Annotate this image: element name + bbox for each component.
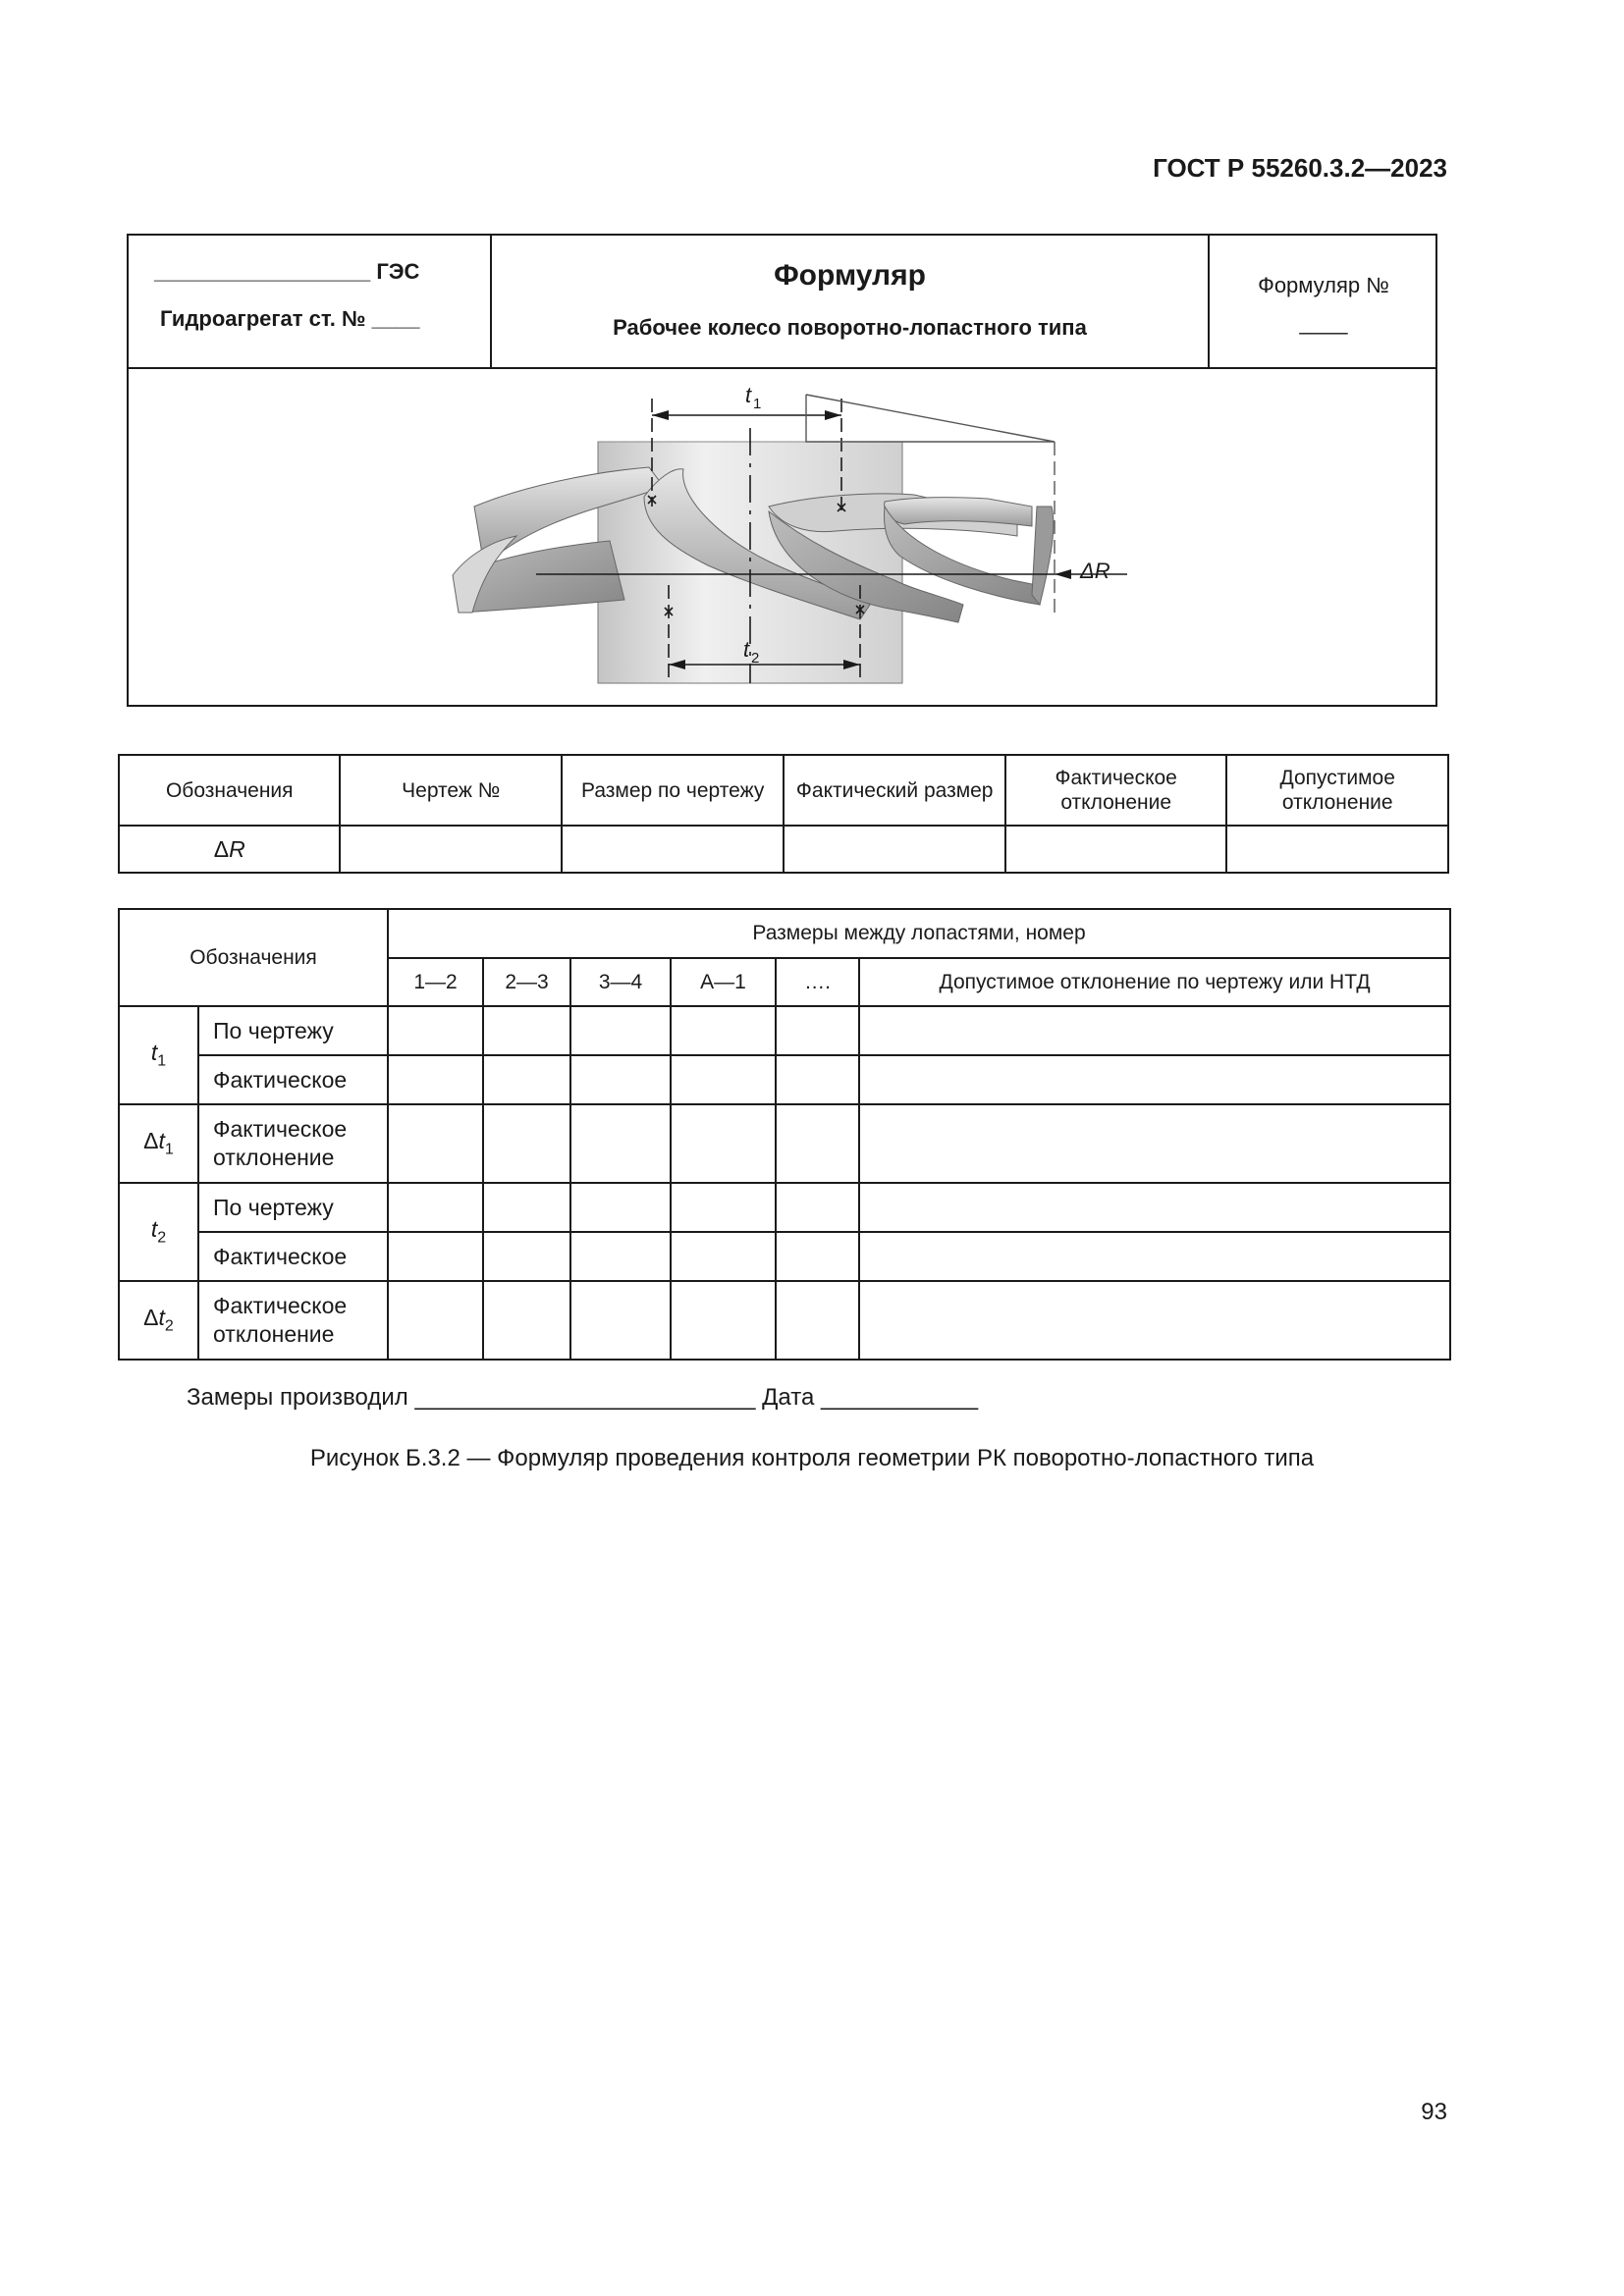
empty-cell[interactable] — [1005, 826, 1226, 873]
pair-3-4: 3—4 — [570, 958, 671, 1006]
empty-cell[interactable] — [483, 1104, 570, 1183]
empty-cell[interactable] — [859, 1055, 1450, 1104]
deviation-table-header — [119, 755, 1448, 826]
empty-cell[interactable] — [776, 1183, 859, 1232]
empty-cell[interactable] — [776, 1055, 859, 1104]
table-row — [119, 826, 1448, 873]
form-number-label: Формуляр № — [1258, 273, 1389, 297]
delta-r-label: ΔR — [1080, 559, 1110, 583]
empty-cell[interactable] — [1226, 826, 1448, 873]
empty-cell[interactable] — [859, 1281, 1450, 1360]
figure-caption: Рисунок Б.3.2 — Формуляр проведения контроля геометрии РК поворотно-лопастного типа — [309, 1445, 1315, 1471]
col-size-by-drawing: Размер по чертежу — [562, 755, 785, 826]
r-letter: R — [229, 835, 245, 862]
table-row — [119, 1281, 1450, 1360]
pair-more: …. — [776, 958, 859, 1006]
form-header-top — [129, 236, 1435, 369]
row-label-actual: Фактическое — [198, 1055, 388, 1104]
empty-cell[interactable] — [483, 1183, 570, 1232]
standard-code: ГОСТ Р 55260.3.2—2023 — [1153, 153, 1447, 183]
empty-cell[interactable] — [483, 1281, 570, 1360]
empty-cell[interactable] — [671, 1281, 776, 1360]
col-allowed-deviation: Допустимое отклонение — [1226, 755, 1448, 826]
delta-t2-symbol — [119, 1281, 198, 1360]
empty-cell[interactable] — [671, 1183, 776, 1232]
empty-cell[interactable] — [388, 1281, 483, 1360]
t-letter: t — [158, 1305, 165, 1331]
table-row — [119, 1232, 1450, 1281]
empty-cell[interactable] — [388, 1104, 483, 1183]
empty-cell[interactable] — [859, 1183, 1450, 1232]
table-row — [119, 1006, 1450, 1055]
col-drawing-number: Чертеж № — [340, 755, 561, 826]
empty-cell[interactable] — [388, 1006, 483, 1055]
table-row — [119, 1055, 1450, 1104]
deviation-table — [118, 754, 1449, 874]
t-letter: t — [158, 1128, 165, 1154]
subscript: 1 — [164, 1141, 174, 1158]
plant-name-line: __________________ ГЭС — [154, 259, 420, 284]
page-number: 93 — [1421, 2099, 1447, 2125]
plant-cell — [129, 236, 492, 367]
col-designations: Обозначения — [119, 755, 340, 826]
col-actual-size: Фактический размер — [784, 755, 1004, 826]
empty-cell[interactable] — [570, 1055, 671, 1104]
delta-r-cell — [119, 826, 340, 873]
runner-drawing — [129, 369, 1435, 703]
empty-cell[interactable] — [776, 1104, 859, 1183]
empty-cell[interactable] — [671, 1055, 776, 1104]
empty-cell[interactable] — [388, 1232, 483, 1281]
table-row — [119, 1104, 1450, 1183]
form-number-blank: ____ — [1299, 310, 1348, 335]
empty-cell[interactable] — [388, 1183, 483, 1232]
unit-number-line: Гидроагрегат ст. № ____ — [160, 306, 420, 331]
empty-cell[interactable] — [483, 1232, 570, 1281]
delta-t1-symbol — [119, 1104, 198, 1183]
empty-cell[interactable] — [570, 1183, 671, 1232]
empty-cell[interactable] — [859, 1232, 1450, 1281]
table-row — [119, 1183, 1450, 1232]
empty-cell[interactable] — [562, 826, 785, 873]
row-label-actual: Фактическое — [198, 1232, 388, 1281]
empty-cell[interactable] — [570, 1281, 671, 1360]
empty-cell[interactable] — [859, 1104, 1450, 1183]
form-subtitle: Рабочее колесо поворотно-лопастного типа — [613, 315, 1087, 340]
spacing-group-header: Размеры между лопастями, номер — [388, 909, 1450, 958]
row-label-by-drawing: По чертежу — [198, 1006, 388, 1055]
runner-drawing-area — [129, 369, 1435, 707]
empty-cell[interactable] — [483, 1055, 570, 1104]
delta-symbol: Δ — [143, 1305, 159, 1331]
row-label-by-drawing: По чертежу — [198, 1183, 388, 1232]
row-label-actual-deviation: Фактическое отклонение — [198, 1104, 388, 1183]
empty-cell[interactable] — [776, 1281, 859, 1360]
signature-line: Замеры производил __________________________ Дата ____________ — [187, 1384, 979, 1411]
subscript: 2 — [164, 1317, 174, 1335]
empty-cell[interactable] — [784, 826, 1004, 873]
subscript: 2 — [157, 1229, 167, 1247]
t2-symbol — [119, 1183, 198, 1281]
empty-cell[interactable] — [570, 1006, 671, 1055]
title-cell — [492, 236, 1210, 367]
empty-cell[interactable] — [671, 1104, 776, 1183]
empty-cell[interactable] — [776, 1232, 859, 1281]
t1-label: t — [745, 383, 752, 407]
delta-symbol: Δ — [143, 1128, 159, 1154]
t-letter: t — [150, 1216, 158, 1243]
empty-cell[interactable] — [570, 1232, 671, 1281]
empty-cell[interactable] — [671, 1232, 776, 1281]
t-letter: t — [150, 1040, 158, 1066]
spacing-designations-header: Обозначения — [119, 909, 388, 1006]
col-actual-deviation: Фактическое отклонение — [1005, 755, 1226, 826]
subscript: 1 — [157, 1052, 167, 1070]
empty-cell[interactable] — [340, 826, 561, 873]
empty-cell[interactable] — [776, 1006, 859, 1055]
spacing-header-row-1 — [119, 909, 1450, 958]
form-title: Формуляр — [774, 259, 926, 292]
t1-symbol — [119, 1006, 198, 1104]
row-label-actual-deviation: Фактическое отклонение — [198, 1281, 388, 1360]
empty-cell[interactable] — [671, 1006, 776, 1055]
empty-cell[interactable] — [570, 1104, 671, 1183]
form-number-cell — [1210, 236, 1437, 367]
pair-a-1: А—1 — [671, 958, 776, 1006]
t1-subscript: 1 — [753, 396, 762, 412]
blade-spacing-table — [118, 908, 1451, 1361]
t2-subscript: 2 — [751, 650, 760, 667]
empty-cell[interactable] — [388, 1055, 483, 1104]
delta-symbol: Δ — [213, 835, 230, 862]
tolerance-header: Допустимое отклонение по чертежу или НТД — [859, 958, 1450, 1006]
empty-cell[interactable] — [859, 1006, 1450, 1055]
pair-1-2: 1—2 — [388, 958, 483, 1006]
pair-2-3: 2—3 — [483, 958, 570, 1006]
t2-label: t — [743, 637, 750, 662]
empty-cell[interactable] — [483, 1006, 570, 1055]
form-header — [127, 234, 1437, 707]
